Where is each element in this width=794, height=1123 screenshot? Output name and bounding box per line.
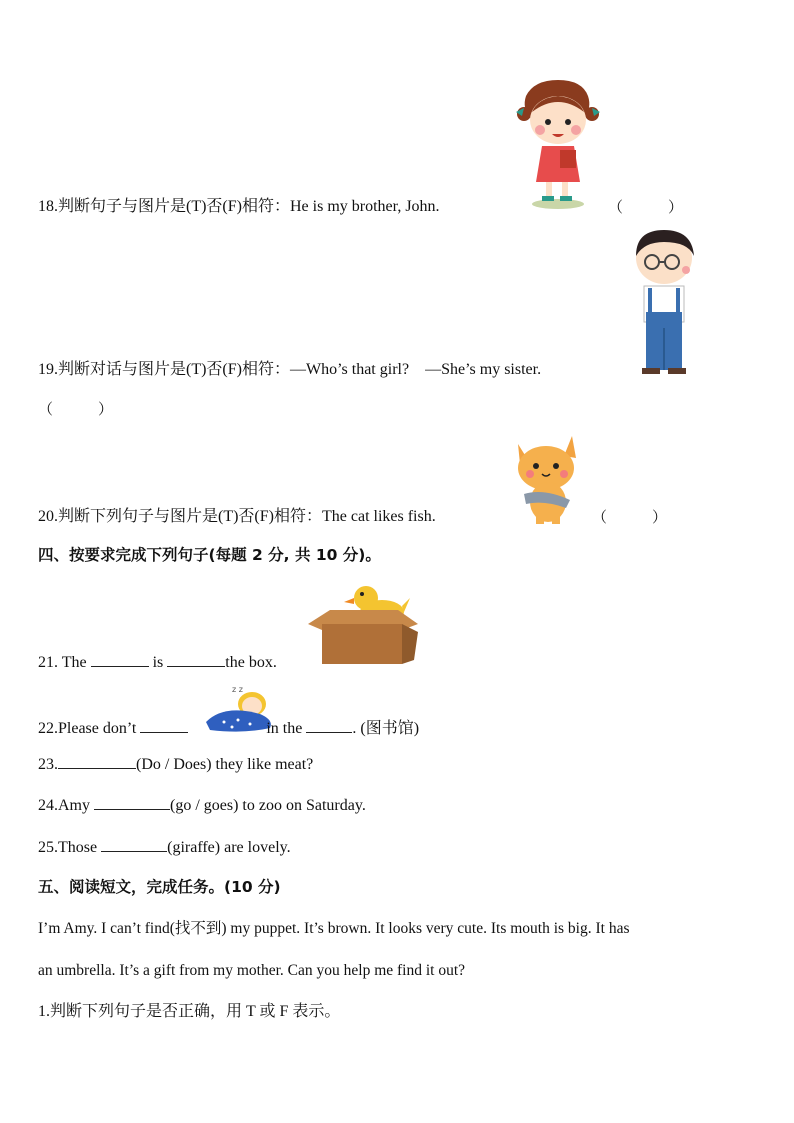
girl-illustration [512,78,602,212]
section-5-heading: 五、阅读短文，完成任务。(10 分) [38,878,281,896]
answer-box-18[interactable]: （ ） [608,200,684,216]
q21-part-b: is [152,654,164,671]
task-1-instruction: 1.判断下列句子是否正确，用 T 或 F 表示。 [38,1003,341,1020]
question-22 [38,717,419,739]
question-18: 18.判断句子与图片是(T)否(F)相符：He is my brother, John. [38,198,440,215]
answer-box-20[interactable]: （ ） [592,510,668,526]
q21-part-c: the box. [225,654,277,671]
svg-text:z z: z z [232,685,243,694]
duck-in-box-illustration [306,580,422,668]
section-4-heading: 四、按要求完成下列句子(每题 2 分, 共 10 分)。 [38,546,381,564]
cat-illustration [510,434,590,526]
q25-part-a: 25.Those [38,839,98,856]
q23-part-a: 23. [38,756,58,773]
question-24 [38,794,366,816]
boy-illustration [628,228,700,376]
q22-part-a: 22.Please don’t [38,720,137,737]
q23-part-b: (Do / Does) they like meat? [136,756,314,773]
q24-part-b: (go / goes) to zoo on Saturday. [170,797,366,814]
q22-part-c: . (图书馆) [352,720,420,737]
q21-part-a: 21. The [38,654,87,671]
q22-blank-1[interactable] [140,717,188,733]
question-23 [38,753,313,775]
q25-blank[interactable] [101,836,167,852]
answer-box-19[interactable]: （ ） [38,402,114,418]
q24-part-a: 24.Amy [38,797,90,814]
question-20: 20.判断下列句子与图片是(T)否(F)相符：The cat likes fish. [38,508,436,525]
q22-blank-2[interactable] [306,717,352,733]
q22-part-b: in the [266,720,303,737]
q24-blank[interactable] [94,794,170,810]
q21-blank-2[interactable] [167,651,225,667]
question-19: 19.判断对话与图片是(T)否(F)相符：—Who’s that girl? —She’s my sister. [38,361,542,378]
passage-line-1: I’m Amy. I can’t find(找不到) my puppet. It’s brown. It looks very cute. Its mouth is big. It has [38,920,630,937]
question-25 [38,836,291,858]
q21-blank-1[interactable] [91,651,149,667]
passage-line-2: an umbrella. It’s a gift from my mother. Can you help me find it out? [38,962,466,979]
q25-part-b: (giraffe) are lovely. [167,839,291,856]
question-21 [38,651,277,673]
q23-blank[interactable] [58,753,136,769]
